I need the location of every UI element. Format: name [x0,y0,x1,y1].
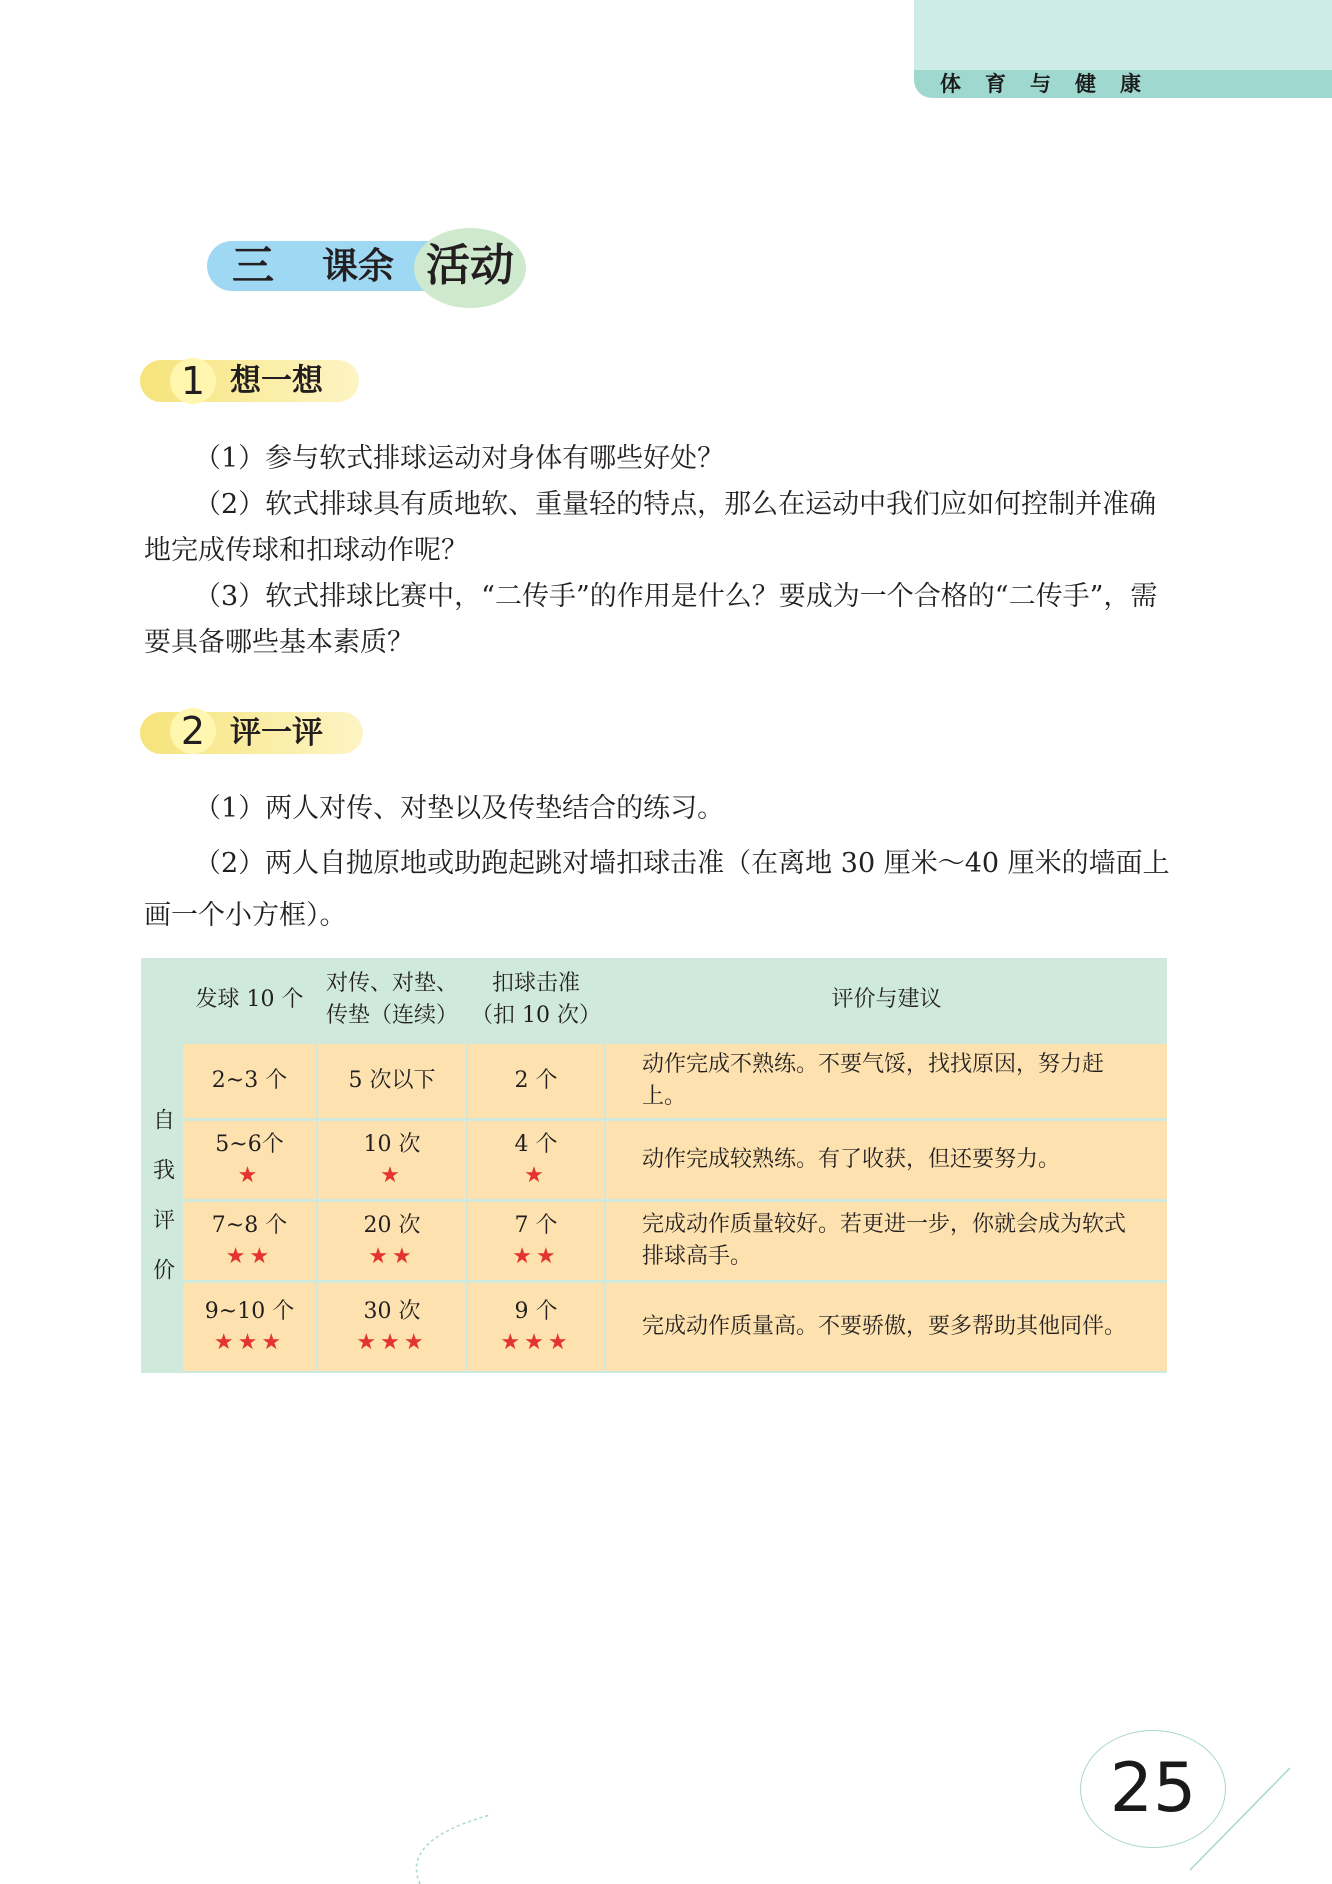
table-cell-spike: 4 个 ★ [468,1121,604,1199]
header-pass: 对传、对垫、 传垫（连续） [318,958,466,1042]
table-cell-suggestion: 完成动作质量较好。若更进一步，你就会成为软式排球高手。 [606,1202,1167,1280]
star-rating: ★★ [368,1244,416,1269]
evaluate-item-2: （2）两人自抛原地或助跑起跳对墙扣球击准（在离地 30 厘米～40 厘米的墙面上画一个小方框）。 [144,848,1170,931]
star-rating: ★★ [225,1244,274,1269]
star-rating: ★ [380,1163,404,1188]
table-cell-pass: 20 次 ★★ [318,1202,466,1280]
star-rating: ★★ [512,1244,560,1269]
table-cell-spike: 7 个 ★★ [468,1202,604,1280]
table-cell-suggestion: 完成动作质量高。不要骄傲，要多帮助其他同伴。 [606,1283,1167,1371]
section-title-part1: 课余 [322,246,395,287]
page-number: 25 [1109,1749,1197,1828]
table-cell-spike: 9 个 ★★★ [468,1283,604,1371]
think-number: 1 [180,359,206,403]
table-cell-suggestion: 动作完成较熟练。有了收获，但还要努力。 [606,1121,1167,1199]
star-rating: ★★★ [356,1330,428,1355]
star-rating: ★★★ [500,1330,572,1355]
subject-title: 体育与健康 [940,72,1165,96]
table-cell-serve: 2~3 个 [183,1044,316,1118]
evaluate-item-1: （1）两人对传、对垫以及传垫结合的练习。 [194,793,725,824]
table-cell-spike: 2 个 [468,1044,604,1118]
table-cell-pass: 5 次以下 [318,1044,466,1118]
header-suggestion: 评价与建议 [606,958,1167,1042]
think-item-3: （3）软式排球比赛中，“二传手”的作用是什么？要成为一个合格的“二传手”，需要具备哪些基本素质？ [144,581,1158,658]
section-title-part2: 活动 [426,240,514,291]
think-item-1: （1）参与软式排球运动对身体有哪些好处？ [194,443,725,474]
table-cell-serve: 5~6个 ★ [183,1121,316,1199]
table-cell-serve: 7~8 个 ★★ [183,1202,316,1280]
table-cell-suggestion: 动作完成不熟练。不要气馁，找找原因，努力赶上。 [606,1044,1167,1118]
think-heading: 想一想 [230,363,323,399]
evaluate-heading: 评一评 [230,715,323,751]
star-rating: ★ [237,1163,262,1188]
star-rating: ★ [524,1163,548,1188]
side-label: 自我评价 [149,1107,175,1308]
header-spike: 扣球击准 （扣 10 次） [468,958,604,1042]
table-cell-pass: 30 次 ★★★ [318,1283,466,1371]
table-cell-pass: 10 次 ★ [318,1121,466,1199]
evaluate-number: 2 [180,709,206,753]
think-item-2: （2）软式排球具有质地软、重量轻的特点，那么在运动中我们应如何控制并准确地完成传球和扣球动作呢？ [144,489,1157,566]
table-cell-serve: 9~10 个 ★★★ [183,1283,316,1371]
header-serve: 发球 10 个 [183,958,316,1042]
section-number: 三 [232,241,275,290]
star-rating: ★★★ [213,1330,286,1355]
